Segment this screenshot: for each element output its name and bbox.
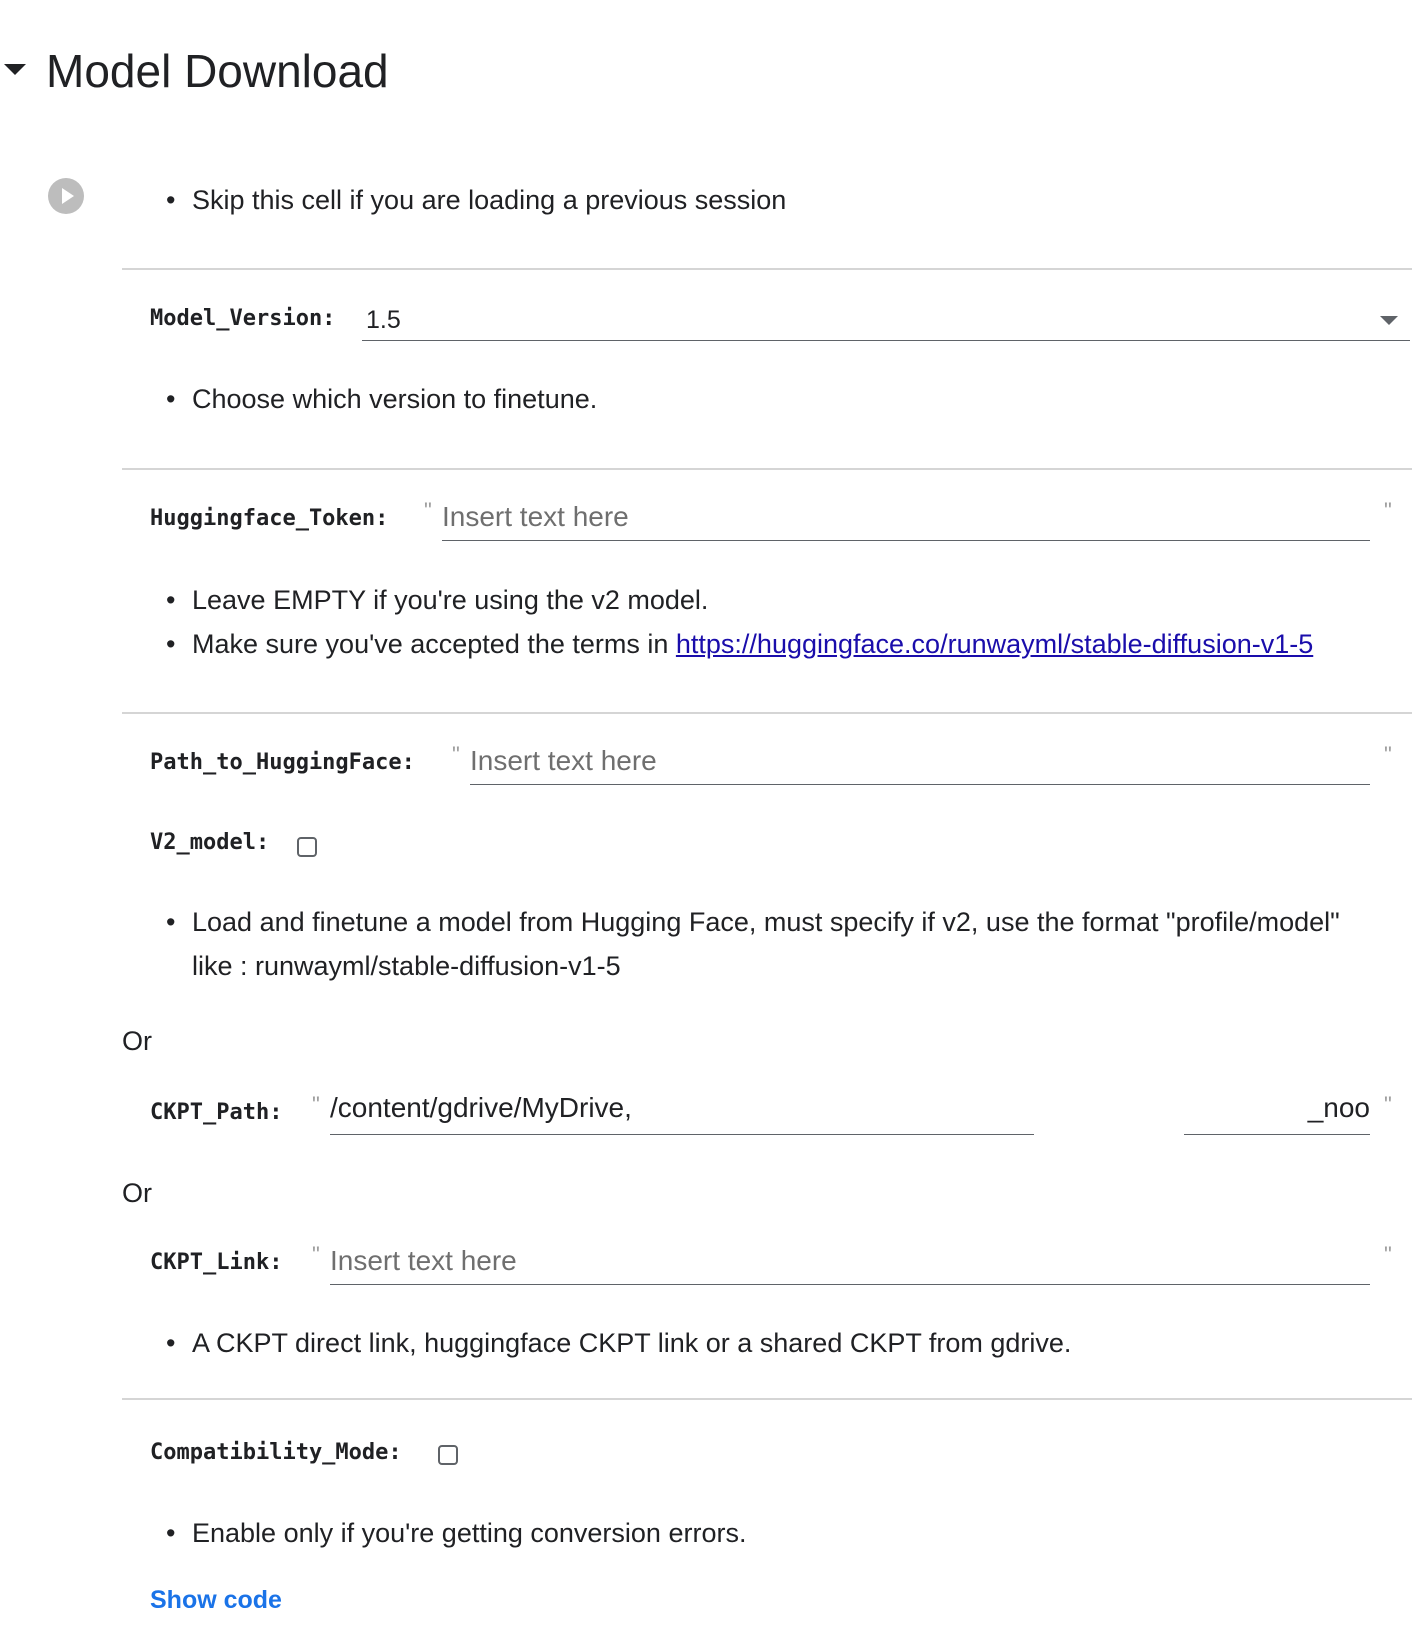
v2-model-label: V2_model: bbox=[150, 830, 270, 855]
compat-mode-note: • Enable only if you're getting conversion errors. bbox=[192, 1511, 746, 1555]
hf-token-input[interactable] bbox=[442, 498, 1370, 541]
v2-model-note-line1: • Load and finetune a model from Hugging Face, must specify if v2, use the format "profile/model" bbox=[192, 900, 1340, 944]
ckpt-path-label: CKPT_Path: bbox=[150, 1100, 283, 1125]
chevron-down-icon bbox=[1380, 316, 1398, 325]
collapse-caret-icon[interactable] bbox=[4, 64, 26, 75]
skip-note: • Skip this cell if you are loading a previous session bbox=[192, 178, 786, 222]
hf-token-note-2 bbox=[192, 622, 1313, 666]
hf-token-note-2-text: Make sure you've accepted the terms in bbox=[192, 629, 676, 659]
model-version-note: • Choose which version to finetune. bbox=[192, 377, 597, 421]
divider bbox=[122, 712, 1412, 714]
v2-model-note-line2: like : runwayml/stable-diffusion-v1-5 bbox=[192, 951, 621, 981]
quote-open-icon: " bbox=[424, 498, 432, 523]
hf-terms-link[interactable]: https://huggingface.co/runwayml/stable-diffusion-v1-5 bbox=[675, 629, 1314, 659]
quote-open-icon: " bbox=[312, 1242, 320, 1267]
model-version-dropdown[interactable] bbox=[362, 302, 1410, 341]
quote-close-icon: " bbox=[1384, 1092, 1392, 1117]
or-separator: Or bbox=[122, 1178, 152, 1208]
ckpt-path-value-end: _noo bbox=[1307, 1092, 1370, 1123]
compat-mode-label: Compatibility_Mode: bbox=[150, 1440, 402, 1465]
or-separator: Or bbox=[122, 1026, 152, 1056]
quote-close-icon: " bbox=[1384, 498, 1392, 523]
quote-open-icon: " bbox=[312, 1092, 320, 1117]
path-hf-label: Path_to_HuggingFace: bbox=[150, 750, 415, 775]
hf-token-label: Huggingface_Token: bbox=[150, 506, 389, 531]
divider bbox=[122, 268, 1412, 270]
quote-close-icon: " bbox=[1384, 1242, 1392, 1267]
v2-model-checkbox[interactable] bbox=[297, 837, 317, 857]
divider bbox=[122, 468, 1412, 470]
run-cell-button[interactable] bbox=[48, 178, 84, 214]
hf-token-note-1: • Leave EMPTY if you're using the v2 model. bbox=[192, 578, 708, 622]
model-version-label: Model_Version: bbox=[150, 306, 336, 331]
quote-open-icon: " bbox=[452, 742, 460, 767]
redacted-region bbox=[1034, 1092, 1184, 1138]
ckpt-link-label: CKPT_Link: bbox=[150, 1250, 283, 1275]
model-version-value: 1.5 bbox=[366, 306, 401, 334]
compat-mode-checkbox[interactable] bbox=[438, 1445, 458, 1465]
section-title: Model Download bbox=[46, 45, 389, 97]
ckpt-link-input[interactable] bbox=[330, 1242, 1370, 1285]
show-code-link[interactable]: Show code bbox=[150, 1586, 282, 1614]
ckpt-link-note: • A CKPT direct link, huggingface CKPT link or a shared CKPT from gdrive. bbox=[192, 1321, 1071, 1365]
ckpt-path-input[interactable] bbox=[330, 1092, 1370, 1135]
ckpt-path-value-start: /content/gdrive/MyDrive, bbox=[330, 1092, 632, 1123]
path-hf-input[interactable] bbox=[470, 742, 1370, 785]
quote-close-icon: " bbox=[1384, 742, 1392, 767]
divider bbox=[122, 1398, 1412, 1400]
